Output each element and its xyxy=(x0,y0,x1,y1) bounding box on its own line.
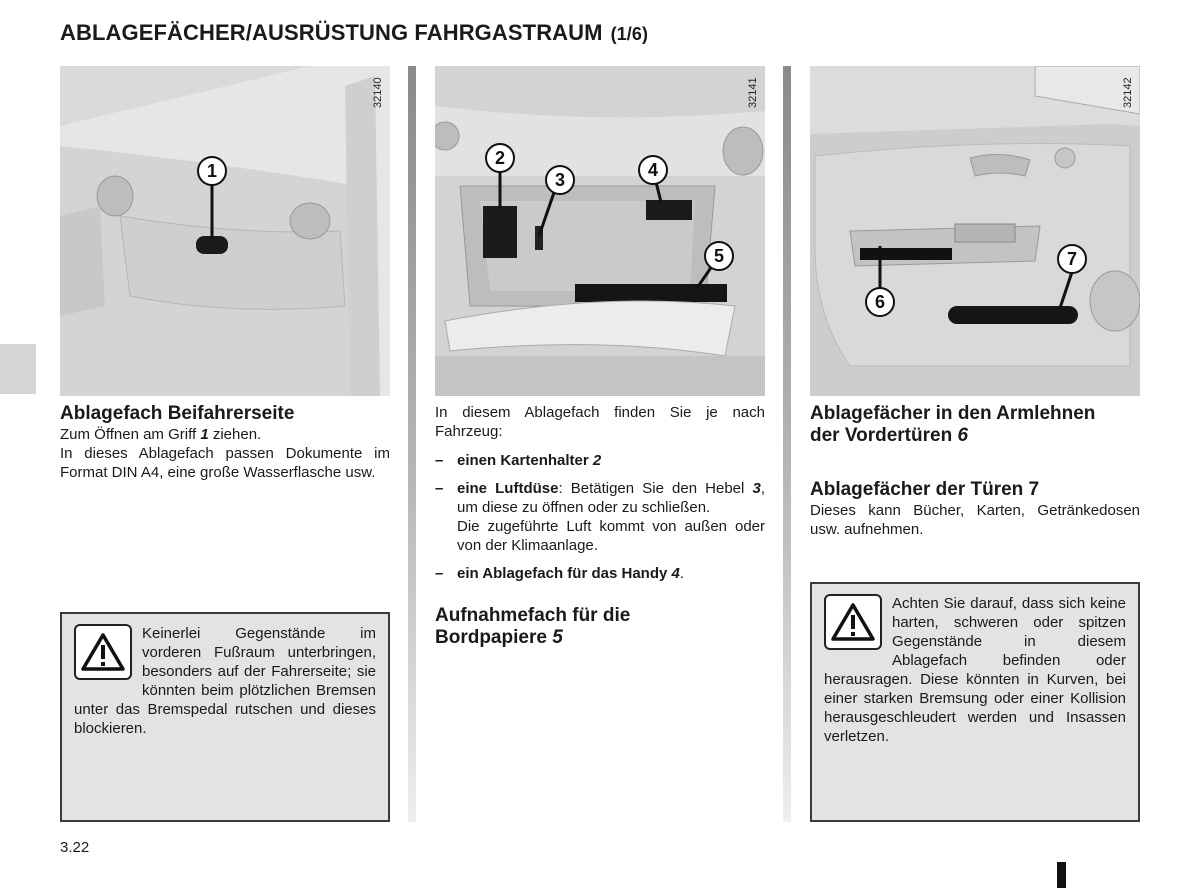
text-run: ziehen. xyxy=(208,426,262,443)
reference-number: 6 xyxy=(957,425,969,446)
col2-section xyxy=(435,403,765,649)
text-run: . xyxy=(679,565,685,582)
reference-number: 1 xyxy=(200,426,209,443)
text-run: ein Ablagefach für das Handy xyxy=(457,565,672,582)
callout-7: 7 xyxy=(1066,249,1078,269)
text-run: einen Kartenhalter xyxy=(457,452,593,469)
text-run: eine Luftdüse xyxy=(457,480,559,497)
callout-2: 2 xyxy=(494,148,506,168)
reference-number: 5 xyxy=(552,627,563,648)
callout-6: 6 xyxy=(874,292,886,312)
column-divider-1 xyxy=(408,66,416,822)
title-text: ABLAGEFÄCHER/AUSRÜSTUNG FAHRGASTRAUM xyxy=(60,20,603,45)
warning-triangle-icon xyxy=(824,594,882,650)
image-code: 32141 xyxy=(747,77,759,108)
page-edge-marker xyxy=(1057,862,1066,888)
text-run: der Vordertüren xyxy=(810,425,958,446)
text-run: Die zugeführte Luft kommt von außen oder von der Klimaanlage. xyxy=(457,518,765,554)
list-item xyxy=(435,564,765,583)
text-run: , um diese zu öffnen oder zu schließen. xyxy=(457,480,765,516)
text-run: Bordpapiere xyxy=(435,627,553,648)
text-run: : Betätigen Sie den Hebel xyxy=(558,480,753,497)
column-divider-2 xyxy=(783,66,791,822)
reference-number: 2 xyxy=(592,452,602,469)
list-item xyxy=(435,479,765,555)
reference-number: 4 xyxy=(671,565,680,582)
list-item xyxy=(435,451,765,470)
col3-section xyxy=(810,403,1140,539)
page-title xyxy=(60,20,648,46)
callout-3: 3 xyxy=(554,170,566,190)
image-code: 32142 xyxy=(1122,77,1134,108)
warning-text: Achten Sie darauf, dass sich keine harten, schweren oder spitzen Gegenstände in diesem Ablagefach befinden oder herausragen. Diese könnten in Kurven, bei einer starken Bremsung oder einer Kollision herausgeschleudert werden und Insassen verletzen. xyxy=(824,595,1126,745)
text-run: Ablagefächer in den Armlehnen xyxy=(810,403,1096,424)
section-heading xyxy=(810,403,1140,447)
image-code: 32140 xyxy=(372,77,384,108)
photo-glovebox-open xyxy=(435,66,765,396)
photo-door-panel xyxy=(810,66,1140,396)
section-heading: Ablagefach Beifahrerseite xyxy=(60,403,295,424)
reference-number: 3 xyxy=(752,480,761,497)
text-run: Aufnahmefach für die xyxy=(435,605,631,626)
photo-glovebox-closed xyxy=(60,66,390,396)
callout-4: 4 xyxy=(647,160,659,180)
section-heading: Ablagefächer der Türen 7 xyxy=(810,479,1040,500)
paragraph: Dieses kann Bücher, Karten, Getränkedosen usw. aufnehmen. xyxy=(810,502,1140,538)
page-number: 3.22 xyxy=(60,839,90,856)
page-marker: (1/6) xyxy=(610,24,649,44)
callout-5: 5 xyxy=(713,246,725,266)
callout-1: 1 xyxy=(206,161,218,181)
warning-text: Keinerlei Gegenstände im vorderen Fußraum unterbringen, besonders auf der Fahrerseite; sie könnten beim plötzlichen Bremsen unter das Bremspedal rutschen und dieses blockieren. xyxy=(74,625,376,737)
paragraph xyxy=(60,425,390,444)
chapter-tab xyxy=(0,344,36,394)
section-heading xyxy=(435,605,765,649)
warning-triangle-icon xyxy=(74,624,132,680)
warning-box xyxy=(810,582,1140,822)
text-run: Zum Öffnen am Griff xyxy=(60,426,201,443)
col1-section xyxy=(60,403,390,482)
warning-box xyxy=(60,612,390,822)
paragraph: In dieses Ablagefach passen Dokumente im Format DIN A4, eine große Wasserflasche usw. xyxy=(60,445,390,481)
paragraph: In diesem Ablagefach finden Sie je nach Fahrzeug: xyxy=(435,404,765,440)
feature-list xyxy=(435,451,765,583)
